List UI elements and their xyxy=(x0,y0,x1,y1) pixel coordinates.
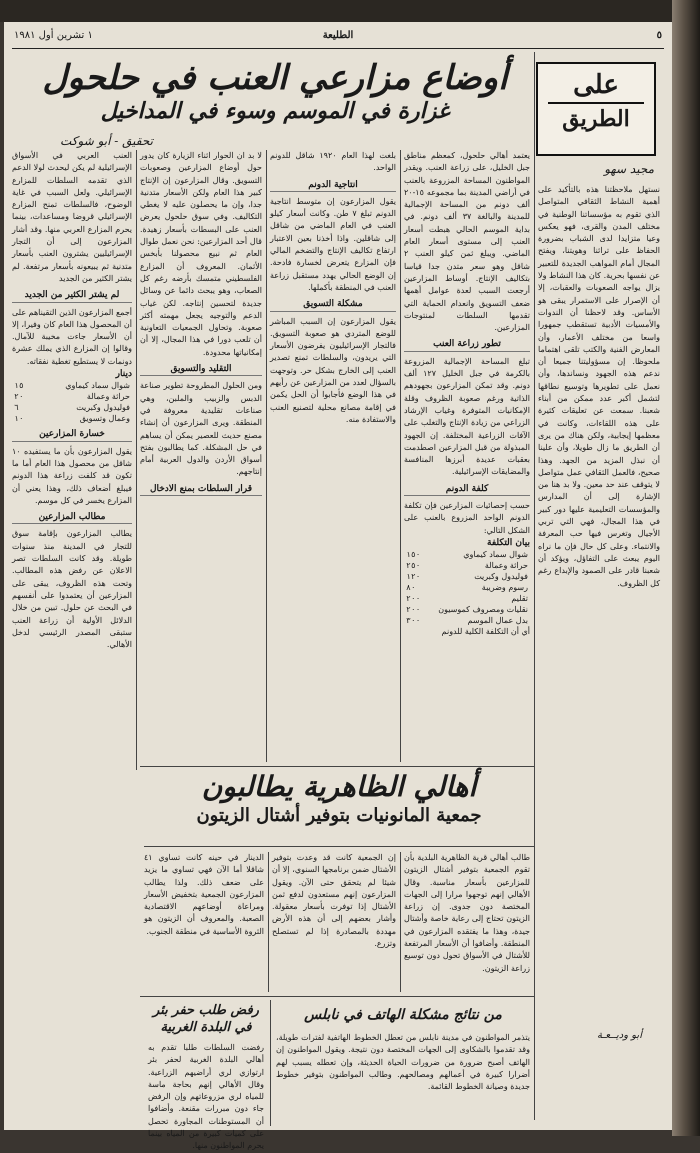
dinar-amount: ١٠ xyxy=(14,414,24,424)
on-the-road-text: نستهل ملاحظتنا هذه بالتأكيد على أهمية النشاط الثقافي المتواصل الذي تقوم به مؤسساتنا الوطنية في مختلف المدن والقرى، فهو يعكس وعيا متزايدا لدى الشباب بضرورة الحفاظ على تراثنا وهويتنا، ويفتح المجال أمام المواهب الجديدة للتعبير عن نفسها بحرية. كان هذا النشاط ولا يزال يواجه الصعوبات والعقبات، إلا أن الإصرار على الاستمرار يبقى هو الأساس. وقد لاحظنا أن الندوات والأمسيات الأدبية تستقطب جمهورا واسعا من مختلف الأعمار، وأن المعارض الفنية والكتب تلقى اهتماما ملحوظا. إن مسؤوليتنا جميعا أن ندعم هذه الجهود ونساندها، وأن نعمل على تطويرها وتوسيع نطاقها لتشمل أكبر عدد ممكن من أبناء شعبنا. سمعت عن تعليقات كثيرة على هذه اللقاءات، وكانت في معظمها إيجابية، ولكن هناك من يرى أن الطريق ما زال طويلا، وأن علينا أن نبذل المزيد من الجهد. وهذا صحيح، فالعمل الثقافي عمل متواصل لا يتوقف عند حد معين. ولا بد هنا من الإشارة إلى أن المدارس والمؤسسات التعليمية عليها دور كبير في هذا المجال، فهي التي تربي الأجيال وتغرس فيها حب المعرفة والانتماء. وعلى كل حال فإن ما نراه اليوم يبعث على التفاؤل، ويؤكد أن شعبنا قادر على الصمود والإبداع رغم كل الظروف. xyxy=(538,185,660,588)
subhead-grape-development: تطور زراعة العنب xyxy=(404,338,530,351)
cost-item: رسوم وضريبة xyxy=(481,583,528,593)
article-col5-text-2: أجمع المزارعون الذين التقيناهم على أن المحصول هذا العام كان وفيرا، إلا أن الأسعار جاءت مخيبة للآمال. وقالوا إن المزارع الذي يملك عشرة دونمات لا يستطيع تغطية نفقاته. xyxy=(12,307,132,366)
on-the-road-column-logo xyxy=(536,62,656,156)
paper-title: الطليعة xyxy=(322,30,354,41)
article-col5-text-4: يطالب المزارعون بإقامة سوق للتجار في المدينة منذ سنوات طويلة. وقد كانت السلطات تصر الاعلان عن رفض هذه المطالب. وتحت هذه الظروف، يبقى على المزارعين أن يعتمدوا على أنفسهم في البحث عن حلول. تبين من خلال الدلائل الأولية أن زراعة العنب ستبقى المصدر الرئيسي لدخل الأهالي. xyxy=(12,529,132,650)
article-body-2: حسب إحصائيات المزارعين فإن تكلفة الدونم الواحد المزروع بالعنب على الشكل التالي: xyxy=(404,501,530,535)
dinar-amount: ٦ xyxy=(14,403,19,413)
column-divider xyxy=(268,852,269,992)
subhead-farmer-losses: خسارة المزارعين xyxy=(12,428,132,441)
main-byline: تحقيق - أبو شوكت xyxy=(60,134,153,148)
olive-article-col-b: إن الجمعية كانت قد وعدت بتوفير الأشتال ضمن برنامجها السنوي، إلا أن شيئا لم يتحقق حتى الآن. ويقول المزارعون إنهم مستعدون لدفع ثمن الأشتال إذا توفرت بأسعار معقولة. وأشار بعضهم إلى أن هذه الأرض مهددة بالمصادرة إذا لم تستصلح وتزرع. xyxy=(272,853,396,949)
book-binding-edge xyxy=(672,0,700,1136)
dinar-table xyxy=(12,380,132,424)
phone-headline: من نتائج مشكلة الهاتف في نابلس xyxy=(304,1007,502,1023)
section-divider xyxy=(140,766,534,767)
subhead-tradition: التقليد والتسويق xyxy=(140,363,262,376)
article-column-3 xyxy=(140,150,262,762)
cost-table xyxy=(404,549,530,626)
cost-table-total: أي أن التكلفة الكلية للدونم xyxy=(441,627,530,637)
scan-top-edge xyxy=(0,0,700,22)
olive-article-col-c: الدينار في حينه كانت تساوي ٤١ شاقلا أما الآن فهي تساوي ما يزيد على ضعف ذلك. ولذا يطالب المزارعون الجمعية بتخفيض الأسعار ومراعاة أوضاعهم الاقتصادية الصعبة. والمعروف أن الزيتون هو الثروة الأساسية في منطقة الجنوب. xyxy=(144,853,264,936)
cost-amount: ٢٠٠ xyxy=(406,594,421,604)
second-headline-block xyxy=(144,770,534,847)
table-row xyxy=(404,615,530,626)
main-headline: أوضاع مزارعي العنب في حلحول xyxy=(42,58,508,98)
cost-item: تقليم xyxy=(511,594,528,604)
dinar-table-title: دينار xyxy=(115,369,132,380)
well-headline: رفض طلب حفر بئر في البلدة الغربية xyxy=(153,1003,259,1035)
column-signoff: أبو وديــعـة xyxy=(597,1030,642,1041)
table-row xyxy=(404,604,530,615)
column-divider xyxy=(266,150,267,762)
table-row xyxy=(404,571,530,582)
article-column-2 xyxy=(270,150,396,762)
page-header xyxy=(12,28,664,49)
cost-amount: ١٥٠ xyxy=(406,550,421,560)
cost-amount: ٢٥٠ xyxy=(406,561,421,571)
second-subheadline: جمعية المانونيات بتوفير أشتال الزيتون xyxy=(196,805,482,826)
well-article-text: رفضت السلطات طلبا تقدم به أهالي البلدة الغربية لحفر بئر ارتوازي لري أراضيهم الزراعية. وقال الأهالي إنهم بحاجة ماسة للمياه لري مزروعاتهم وإن الرفض جاء دون مبررات مقنعة. وأضافوا أن المستوطنات المجاورة تحصل على كميات كبيرة من المياه بينما يحرم المواطنون منها. xyxy=(148,1043,264,1151)
table-row xyxy=(404,549,530,560)
cost-item: فوليدول وكبريت xyxy=(474,572,528,582)
article-col5-text: العنب العربي في الأسواق الإسرائيلية لم يكن ليحدث لولا الدعم الذي تقدمه السلطات للمزارع الإسرائيلي. ولعل السبب في غاية الوضوح، فالسلطات تمنح المزارع الإسرائيلي قروضا ومساعدات، بينما يحرم المزارع العربي منها. وقد أشار المزارعون إلى أن التجار الإسرائيليين يشترون العنب بأسعار متدنية ثم يبيعونه بأسعار مرتفعة. لم يشتر الكثير من الجديد xyxy=(12,151,132,283)
main-headline-block xyxy=(20,58,530,148)
column-divider xyxy=(270,1000,271,1126)
table-row xyxy=(12,402,132,413)
newspaper-page xyxy=(4,22,672,1151)
issue-date: ١ تشرين أول ١٩٨١ xyxy=(14,30,93,41)
article-col3-intro: بلغت لهذا العام ١٩٢٠ شاقل للدونم الواحد. xyxy=(270,151,396,173)
article-intro: يعتمد أهالي حلحول، كمعظم مناطق جبل الخليل، على زراعة العنب. ويقدر المواطنون المساحة المزروعة بالعنب في أراضي المدينة بما مجموعه ١٥-٢٠ ألف دونم من المساحة الإجمالية للمدينة والبالغة ٣٧ ألف دونم. في بداية الموسم الحالي هبطت أسعار العنب إلى مستوى أسعار العام الماضي. ويبلغ ثمن كيلو العنب ٢ شاقل وهو سعر متدن جدا قياسا بتكاليف الإنتاج. أوساط المزارعين أرجعت السبب لعدة عوامل أهمها ضعف التسويق وانعدام الحماية التي تقدمها السلطات لمنتوجات المزارعين. xyxy=(404,151,530,333)
subhead-dunum-cost: كلفة الدونم xyxy=(404,483,530,496)
subhead-marketing: مشكلة التسويق xyxy=(270,298,396,311)
column-divider xyxy=(400,852,401,992)
cost-item: بدل عمال الموسم xyxy=(467,616,528,626)
logo-word-2: الطريق xyxy=(548,102,644,132)
column-divider xyxy=(534,52,535,1120)
cost-item: حراثة وعمالة xyxy=(484,561,528,571)
second-headline: أهالي الظاهرية يطالبون xyxy=(201,770,477,803)
column-divider xyxy=(136,150,137,770)
dinar-item: شوال سماد كيماوي xyxy=(65,381,130,391)
article-col5-text-3: يقول المزارعون بأن ما يستفيده ١٠ شاقل من محصول هذا العام أما ما تكون قد كلفت زراعة هذا الدونم فيبلغ أضعاف ذلك، وهذا يعني أن المزارع يخسر في كل موسم. xyxy=(12,446,132,505)
table-row xyxy=(12,413,132,424)
table-row xyxy=(404,593,530,604)
article-col4-text-2: ومن الحلول المطروحة تطوير صناعة الدبس والزبيب والملبن، وهي صناعات تقليدية معروفة في المنطقة. ويرى المزارعون أن إنشاء مصنع حديث للعصير يمكن أن يساهم في حل المشكلة. كما يطالبون بفتح أسواق الأردن والدول العربية أمام إنتاجهم. xyxy=(140,381,262,477)
section-divider xyxy=(140,996,534,997)
subhead-no-new-purchases: لم يشتر الكثير من الجديد xyxy=(12,289,132,302)
table-row xyxy=(404,582,530,593)
table-row xyxy=(404,560,530,571)
dinar-item: فوليدول وكبريت xyxy=(76,403,130,413)
table-row xyxy=(12,380,132,391)
subhead-farmer-demands: مطالب المزارعين xyxy=(12,511,132,524)
phone-article-text: يتذمر المواطنون في مدينة نابلس من تعطل الخطوط الهاتفية لفترات طويلة، وقد تقدموا بالشكاوى إلى الجهات المختصة دون نتيجة. ويقول المواطنون إن الهاتف أصبح ضرورة من ضرورات الحياة الحديثة، وإن تعطله يسبب لهم أضرارا كبيرة في أعمالهم ومصالحهم. وطالب المواطنون بتوفير خطوط جديدة وصيانة الخطوط القائمة. xyxy=(276,1033,530,1092)
table-row xyxy=(12,391,132,402)
box-caption: قرار السلطات بمنع الادخال xyxy=(140,483,262,496)
cost-item: شوال سماد كيماوي xyxy=(463,550,528,560)
page-number: ٥ xyxy=(656,30,662,41)
column-author: مجيد سهو xyxy=(604,162,654,176)
article-body-3: يقول المزارعون إن متوسط انتاجية الدونم تبلغ ٧ طن. وكانت أسعار كيلو العنب في العام الماضي من شاقل إلى شاقلين. واذا أخذنا بعين الاعتبار ارتفاع تكاليف الإنتاج والتضخم المالي فإن المزارع يتعرض لخسارة فادحة. إن الوضع الحالي يهدد مستقبل زراعة العنب في المنطقة بأكملها. xyxy=(270,196,397,292)
dinar-amount: ١٥ xyxy=(14,381,24,391)
main-subheadline: غزارة في الموسم وسوء في المداخيل xyxy=(100,98,450,124)
article-column-4 xyxy=(12,150,132,1020)
article-body-1: تبلغ المساحة الإجمالية المزروعة بالكرمة في جبل الخليل ١٢٧ ألف دونم. وقد تمكن المزارعون بجهودهم الذاتية ورغم صعوبة الظروف وقلة الإمكانيات المتوفرة وغياب الإرشاد الزراعي من زيادة الإنتاج والتغلب على الآفات الزراعية المختلفة. إن الجهود المبذولة من قبل المزارعين اصطدمت بعقبات عديدة أبرزها المنافسة والمضايقات الإسرائيلية. xyxy=(404,356,530,477)
cost-amount: ٣٠٠ xyxy=(406,616,421,626)
cost-amount: ٨٠ xyxy=(406,583,416,593)
article-col4-text: لا بد ان الحوار اثناء الزيارة كان يدور حول أوضاع المزارعين وصعوبات التسويق. وقال المزارعون إن الإنتاج كبير هذا العام ولكن الأسعار متدنية جدا، وإن ما يحصلون عليه لا يغطي التكاليف. وفي سوق حلحول يعرض العنب على البسطات بأسعار زهيدة. قال أحد المزارعين: نحن نعمل طوال العام ثم نبيع محصولنا بأبخس الأثمان. المعروف أن المزارع الفلسطيني متمسك بأرضه رغم كل الصعاب، وهو يبحث دائما عن وسائل جديدة لتحسين إنتاجه. لكن غياب الدعم والتوجيه يجعل مهمته أكثر صعوبة. وتحاول الجمعيات التعاونية أن تلعب دورا في هذا المجال، إلا أن إمكانياتها محدودة. xyxy=(140,151,262,357)
cost-amount: ٢٠٠ xyxy=(406,605,421,615)
dinar-item: وعمال وتسويق xyxy=(79,414,130,424)
dinar-item: حراثة وعمالة xyxy=(86,392,130,402)
cost-item: نقليات ومصروف كموسيون xyxy=(438,605,528,615)
cost-table-title: بيان التكلفة xyxy=(487,537,530,548)
olive-article-col-a: طالب أهالي قرية الظاهرية البلدية بأن تقوم الجمعية بتوفير أشتال الزيتون للمزارعين بأسعار مناسبة. وقال الأهالي إنهم توجهوا مرارا إلى الجهات المختصة دون جدوى. إن زراعة الزيتون تحتاج إلى رعاية خاصة وأشتال جيدة، وهذا ما يفتقده المزارعون في المنطقة. وأضافوا أن الأسعار المرتفعة للأشتال في الأسواق تحول دون توسيع زراعة الزيتون. xyxy=(404,853,530,973)
column-divider xyxy=(400,150,401,762)
subhead-productivity: انتاجية الدونم xyxy=(270,179,396,192)
dinar-amount: ٢٠ xyxy=(14,392,24,402)
article-body-4: يقول المزارعون إن السبب المباشر للوضع المتردي هو صعوبة التسويق. فالتجار الإسرائيليون يفرضون الأسعار التي يريدون، والسلطات تمنع تصدير العنب إلى الخارج بشكل حر. وتوجهت بالسؤال لعدد من المزارعين عن رأيهم في هذا الوضع فأجابوا أن الحل يكمن في إقامة مصانع محلية لتصنيع العنب والاستفادة منه. xyxy=(270,316,396,424)
logo-word-1: على xyxy=(573,70,619,100)
article-column-1 xyxy=(404,150,530,762)
cost-amount: ١٢٠ xyxy=(406,572,421,582)
